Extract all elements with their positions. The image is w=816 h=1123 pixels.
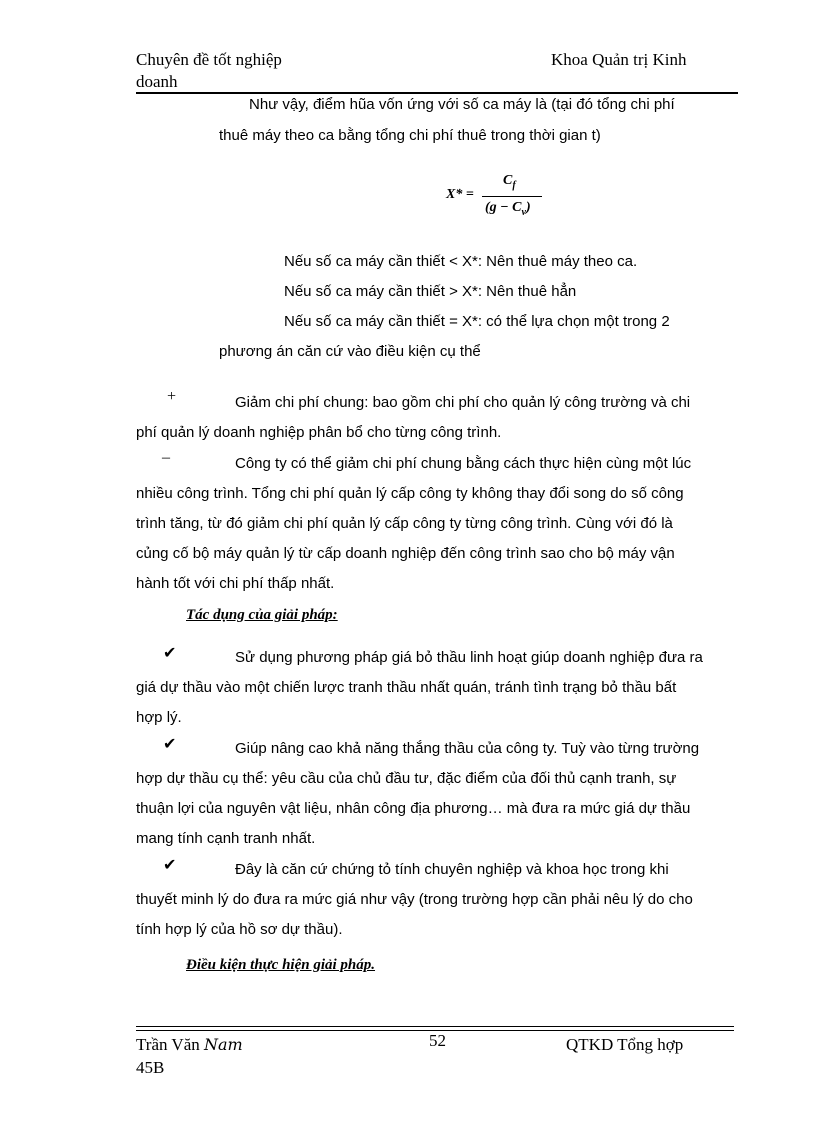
company-para-line2: nhiều công trình. Tổng chi phí quản lý cấp công ty không thay đổi song do số công (136, 485, 684, 502)
formula-fraction-bar (482, 196, 542, 197)
company-para-line1: Công ty có thể giảm chi phí chung bằng cách thực hiện cùng một lúc (235, 455, 692, 472)
effect-2-line1: Giúp nâng cao khả năng thắng thầu của công ty. Tuỳ vào từng trường (235, 740, 700, 757)
footer-divider-top (136, 1026, 734, 1027)
header-left-line1: Chuyên đề tốt nghiệp (136, 50, 282, 69)
check-icon: ✔ (163, 736, 177, 753)
formula-denominator: $(g - C_v)$ (485, 200, 531, 218)
intro-line1: Như vậy, điểm hũa vốn ứng với số ca máy là (tại đó tổng chi phí (249, 96, 675, 113)
effect-1-line3: hợp lý. (136, 709, 182, 726)
conditions-heading: Điều kiện thực hiện giải pháp. (186, 957, 376, 973)
footer-author: Trần Văn Nam (136, 1035, 243, 1054)
effect-2-line3: thuận lợi của nguyên vật liệu, nhân công địa phương… mà đưa ra mức giá dự thầu (136, 800, 691, 817)
footer-class: 45B (136, 1058, 165, 1077)
effect-2-line2: hợp dự thầu cụ thể: yêu cầu của chủ đầu tư, đặc điểm của đối thủ cạnh tranh, sự (136, 770, 677, 787)
check-icon: ✔ (163, 645, 177, 662)
footer-right: QTKD Tổng hợp (566, 1035, 684, 1054)
effects-heading: Tác dụng của giải pháp: (186, 607, 338, 623)
condition-3: Nếu số ca máy cần thiết = X*: có thể lựa chọn một trong 2 (284, 313, 670, 330)
formula-lhs: X* = (446, 187, 474, 202)
page-number: 52 (429, 1031, 446, 1050)
condition-2: Nếu số ca máy cần thiết > X*: Nên thuê hẳn (284, 283, 577, 300)
footer-author-script: Nam (204, 1035, 243, 1054)
general-cost-line2: phí quản lý doanh nghiệp phân bổ cho từng công trình. (136, 424, 502, 441)
effect-3-line2: thuyết minh lý do đưa ra mức giá như vậy (trong trường hợp cần phải nêu lý do cho (136, 891, 693, 908)
condition-4: phương án căn cứ vào điều kiện cụ thể (219, 343, 481, 360)
header-left-line2: doanh (136, 72, 178, 91)
formula-numerator: $C_f$ (503, 173, 516, 191)
plus-marker: + (166, 388, 177, 405)
condition-1: Nếu số ca máy cần thiết < X*: Nên thuê máy theo ca. (284, 253, 638, 270)
company-para-line5: hành tốt với chi phí thấp nhất. (136, 575, 335, 592)
company-para-line3: trình tăng, từ đó giảm chi phí quản lý cấp công ty từng công trình. Cùng với đó là (136, 515, 673, 532)
dash-marker: – (162, 449, 170, 466)
header-right: Khoa Quản trị Kinh (551, 50, 687, 69)
check-icon: ✔ (163, 857, 177, 874)
effect-2-line4: mang tính cạnh tranh nhất. (136, 830, 316, 847)
effect-3-line3: tính hợp lý của hồ sơ dự thầu). (136, 921, 343, 938)
company-para-line4: củng cố bộ máy quản lý từ cấp doanh nghiệp đến công trình sao cho bộ máy vận (136, 545, 675, 562)
effect-3-line1: Đây là căn cứ chứng tỏ tính chuyên nghiệp và khoa học trong khi (235, 861, 669, 878)
general-cost-line1: Giảm chi phí chung: bao gồm chi phí cho quản lý công trường và chi (235, 394, 691, 411)
effect-1-line2: giá dự thầu vào một chiến lược tranh thầu nhất quán, tránh tình trạng bỏ thầu bất (136, 679, 677, 696)
effect-1-line1: Sử dụng phương pháp giá bỏ thầu linh hoạt giúp doanh nghiệp đưa ra (235, 649, 703, 666)
intro-line2: thuê máy theo ca bằng tổng chi phí thuê trong thời gian t) (219, 127, 601, 144)
